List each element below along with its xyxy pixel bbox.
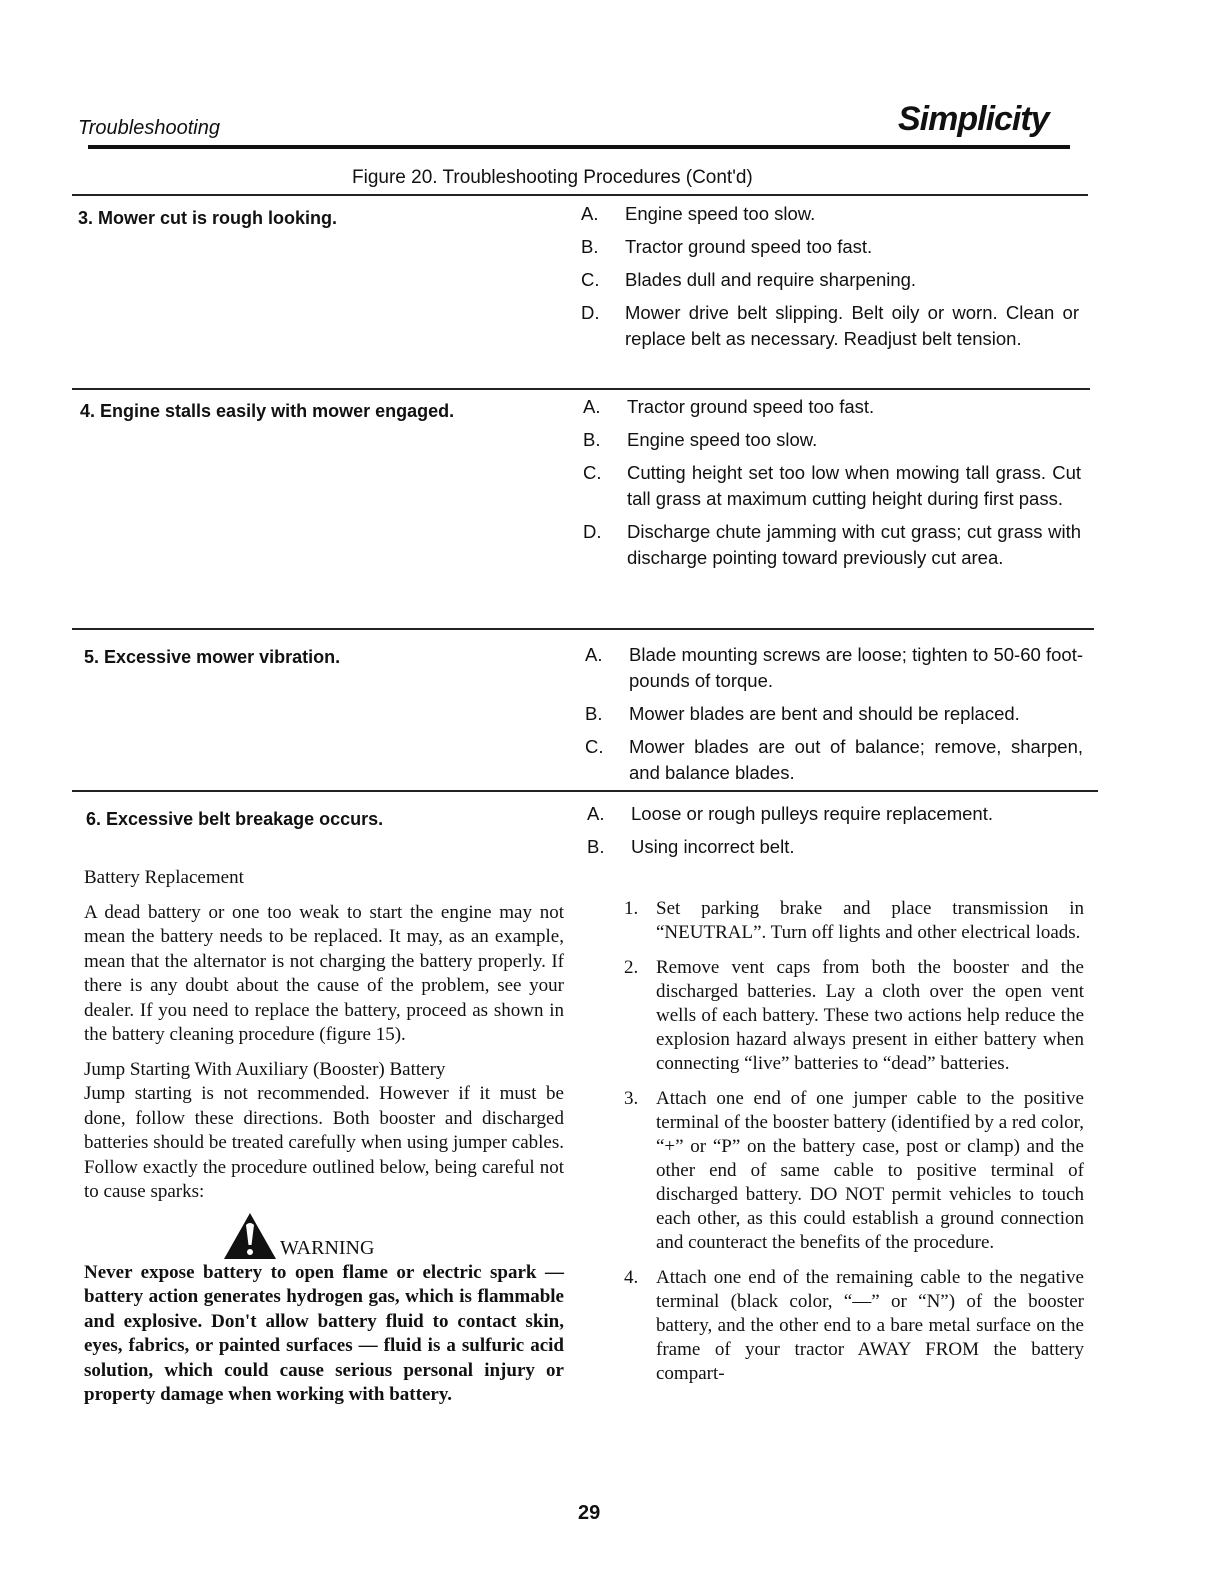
step-item [624, 956, 1084, 1076]
step-text: Set parking brake and place transmission in “NEUTRAL”. Turn off lights and other electrical loads. [656, 898, 1084, 943]
cause-text: Loose or rough pulleys require replacement. [631, 803, 993, 824]
section-title: Troubleshooting [78, 117, 220, 139]
jump-start-steps [624, 897, 1084, 1397]
cause-text: Tractor ground speed too fast. [625, 236, 873, 257]
cause-text: Blades dull and require sharpening. [625, 269, 917, 290]
table-rule [72, 628, 1094, 630]
cause-text: Using incorrect belt. [631, 836, 795, 857]
jump-start-paragraph: Jump starting is not recommended. However if it must be done, follow these directions. Both booster and discharged batteries should be treated carefully when using jumper cables. Follow exactly the procedure outlined below, being careful not to cause sparks: [84, 1083, 564, 1202]
cause-letter: B. [583, 429, 601, 450]
table-rule [72, 388, 1090, 390]
cause-letter: A. [583, 396, 601, 417]
warning-text: Never expose battery to open flame or electric spark — battery action generates hydrogen gas, which is flammable and explosive. Don't allow battery fluid to contact skin, eyes, fabrics, or painted surfaces — fluid is a sulfuric acid solution, which could cause serious personal injury or property damage when working with battery. [84, 1261, 564, 1405]
step-number: 2. [624, 957, 639, 978]
cause-list [583, 394, 1081, 578]
page-number: 29 [578, 1502, 601, 1524]
cause-text: Engine speed too slow. [625, 203, 816, 224]
cause-item [587, 801, 1085, 827]
jump-start-heading: Jump Starting With Auxiliary (Booster) Battery [84, 1058, 446, 1080]
battery-section [84, 866, 564, 1418]
battery-paragraph: A dead battery or one too weak to start the engine may not mean the battery needs to be replaced. It may, as an example, mean that the alternator is not charging the battery properly. If there is any doubt about the cause of the problem, see your dealer. If you need to replace the battery, proceed as shown in the battery cleaning procedure (figure 15). [84, 901, 564, 1045]
problem-label: 3. Mower cut is rough looking. [78, 208, 338, 228]
cause-item [583, 460, 1081, 512]
battery-replacement-heading: Battery Replacement [84, 867, 244, 888]
cause-letter: B. [585, 703, 603, 724]
cause-list [581, 201, 1079, 359]
simplicity-logo: Simplicity [898, 100, 1049, 138]
cause-item [585, 701, 1083, 727]
cause-letter: B. [587, 836, 605, 857]
step-text: Remove vent caps from both the booster and the discharged batteries. Lay a cloth over the open vent wells of each battery. These two actions help reduce the explosion hazard always present in either battery when connecting “live” batteries to “dead” batteries. [656, 957, 1084, 1074]
problem-label: 6. Excessive belt breakage occurs. [86, 809, 384, 829]
warning-label: WARNING [280, 1237, 375, 1259]
cause-item [581, 234, 1079, 260]
cause-text: Cutting height set too low when mowing tall grass. Cut tall grass at maximum cutting height during first pass. [627, 462, 1081, 509]
cause-letter: C. [585, 736, 604, 757]
cause-item [585, 642, 1083, 694]
problem-label: 4. Engine stalls easily with mower engaged. [80, 401, 455, 421]
cause-text: Tractor ground speed too fast. [627, 396, 875, 417]
step-number: 1. [624, 898, 639, 919]
cause-text: Mower blades are bent and should be replaced. [629, 703, 1020, 724]
step-item [624, 897, 1084, 945]
step-text: Attach one end of one jumper cable to the positive terminal of the booster battery (identified by a red color, “+” or “P” on the battery case, post or clamp) and the other end of same cable to positive terminal of discharged battery. DO NOT permit vehicles to touch each other, as this could establish a ground connection and counteract the benefits of the procedure. [656, 1088, 1084, 1253]
step-text: Attach one end of the remaining cable to the negative terminal (black color, “—” or “N”) of the booster battery, and the other end to a bare metal surface on the frame of your tractor AWAY FROM the battery compart- [656, 1267, 1084, 1384]
cause-item [585, 734, 1083, 786]
cause-text: Mower blades are out of balance; remove, sharpen, and balance blades. [629, 736, 1083, 783]
step-item [624, 1087, 1084, 1255]
step-item [624, 1266, 1084, 1386]
cause-text: Discharge chute jamming with cut grass; cut grass with discharge pointing toward previously cut area. [627, 521, 1081, 568]
header-rule [88, 145, 1070, 149]
cause-list [587, 801, 1085, 867]
cause-letter: A. [585, 644, 603, 665]
cause-text: Mower drive belt slipping. Belt oily or worn. Clean or replace belt as necessary. Readjust belt tension. [625, 302, 1079, 349]
step-number: 4. [624, 1267, 639, 1288]
figure-title: Figure 20. Troubleshooting Procedures (Cont'd) [352, 167, 753, 188]
step-number: 3. [624, 1088, 639, 1109]
cause-letter: A. [581, 203, 599, 224]
cause-item [581, 300, 1079, 352]
cause-item [587, 834, 1085, 860]
cause-item [581, 201, 1079, 227]
cause-letter: C. [581, 269, 600, 290]
cause-text: Engine speed too slow. [627, 429, 818, 450]
cause-letter: D. [583, 521, 602, 542]
warning-triangle-icon [222, 1211, 278, 1261]
cause-item [583, 519, 1081, 571]
cause-item [583, 427, 1081, 453]
warning-header [222, 1211, 564, 1261]
cause-item [583, 394, 1081, 420]
problem-label: 5. Excessive mower vibration. [84, 647, 341, 667]
cause-text: Blade mounting screws are loose; tighten to 50-60 foot-pounds of torque. [629, 644, 1083, 691]
cause-list [585, 642, 1083, 793]
cause-letter: C. [583, 462, 602, 483]
cause-letter: A. [587, 803, 605, 824]
cause-letter: D. [581, 302, 600, 323]
cause-item [581, 267, 1079, 293]
cause-letter: B. [581, 236, 599, 257]
table-rule [72, 194, 1088, 196]
